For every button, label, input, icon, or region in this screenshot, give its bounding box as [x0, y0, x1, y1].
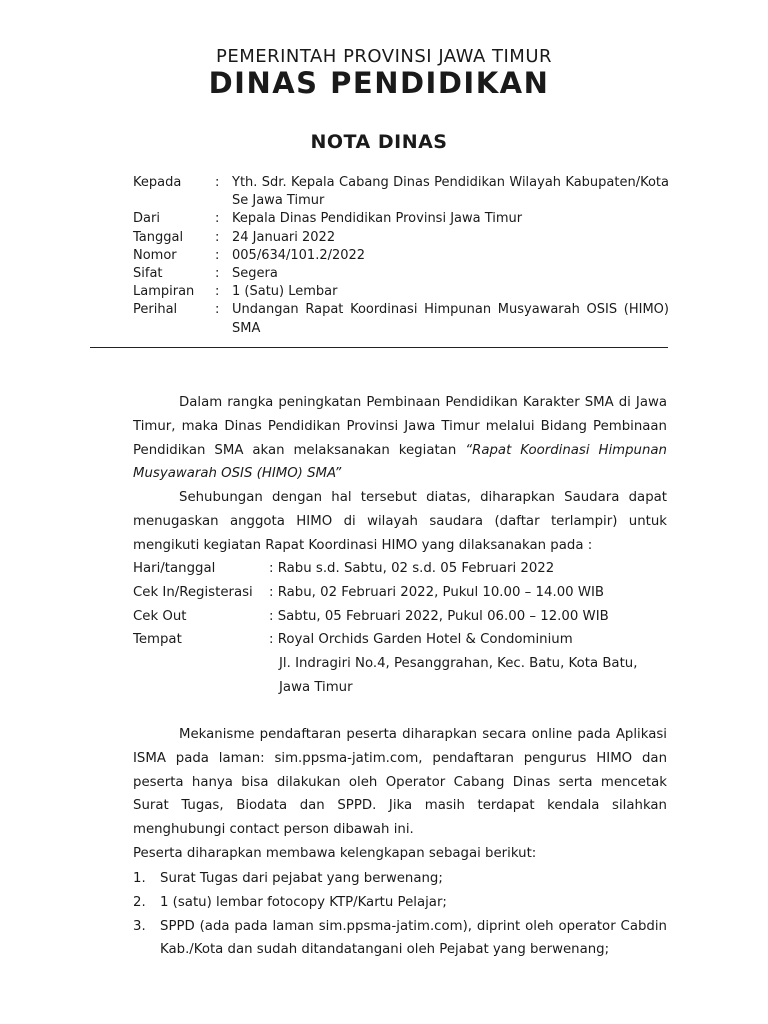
list-item-number: 3. [133, 918, 146, 934]
paragraph-intro [133, 391, 667, 486]
schedule-label: Cek Out [133, 608, 187, 624]
memo-row-sifat [133, 265, 669, 283]
list-item-number: 1. [133, 871, 146, 886]
header-agency: DINAS PENDIDIKAN [208, 66, 550, 100]
list-item-number: 2. [133, 894, 146, 910]
memo-colon: : [215, 229, 220, 245]
memo-label: Perihal [133, 302, 178, 318]
venue-address: Jl. Indragiri No.4, Pesanggrahan, Kec. Batu, Kota Batu, [279, 656, 638, 672]
paragraph-request: Sehubungan dengan hal tersebut diatas, diharapkan Saudara dapat menugaskan anggota HIMO di wilayah saudara (daftar terlampir) untuk mengikuti kegiatan Rapat Koordinasi HIMO yang dilaksanakan pada : [133, 490, 667, 553]
memo-colon: : [215, 211, 220, 227]
memo-label: Nomor [133, 247, 177, 263]
memo-label: Tanggal [133, 229, 184, 245]
memo-value-tanggal: 24 Januari 2022 [232, 229, 336, 245]
memo-row-kepada [133, 174, 669, 210]
memo-row-perihal [133, 301, 669, 337]
memo-label: Dari [133, 211, 160, 227]
list-item-text: SPPD (ada pada laman sim.ppsma-jatim.com), diprint oleh operator Cabdin Kab./Kota dan sudah ditandatangani oleh Pejabat yang berwenang; [160, 918, 667, 958]
list-item [133, 891, 667, 915]
list-item-text: 1 (satu) lembar fotocopy KTP/Kartu Pelajar; [160, 894, 447, 910]
paragraph-registration: Mekanisme pendaftaran peserta diharapkan secara online pada Aplikasi ISMA pada laman: sim.ppsma-jatim.com, pendaftaran pengurus HIMO dan peserta hanya bisa dilakukan oleh Operator Cabang Dinas serta mencetak Surat Tugas, Biodata dan SPPD. Jika masih terdapat kendala silahkan menghubungi contact person dibawah ini. [133, 727, 667, 838]
schedule-row-date [133, 557, 667, 581]
schedule-label: Hari/tanggal [133, 561, 216, 576]
schedule-row-venue [133, 628, 667, 652]
schedule-label: Cek In/Registerasi [133, 584, 253, 600]
body-registration [133, 723, 667, 866]
schedule-row-checkout [133, 605, 667, 629]
schedule-value: : Rabu, 02 Februari 2022, Pukul 10.00 – 14.00 WIB [269, 584, 605, 600]
memo-row-lampiran [133, 283, 669, 301]
memo-row-nomor [133, 247, 669, 265]
memo-value-kepada: Yth. Sdr. Kepala Cabang Dinas Pendidikan Wilayah Kabupaten/Kota Se Jawa Timur [232, 175, 669, 209]
paragraph-requirements: Peserta diharapkan membawa kelengkapan sebagai berikut: [133, 845, 537, 861]
memo-value-perihal: Undangan Rapat Koordinasi Himpunan Musyawarah OSIS (HIMO) SMA [232, 302, 669, 336]
schedule-value: : Sabtu, 05 Februari 2022, Pukul 06.00 – 12.00 WIB [269, 608, 609, 624]
memo-row-tanggal [133, 229, 669, 247]
memo-label: Lampiran [133, 284, 195, 300]
list-item [133, 915, 667, 963]
schedule-block [133, 557, 667, 700]
memo-row-dari [133, 210, 669, 228]
event-name: “Rapat Koordinasi Himpunan Musyawarah OSIS (HIMO) SMA” [133, 442, 667, 482]
memo-colon: : [215, 175, 220, 190]
memo-colon: : [215, 284, 220, 300]
memo-colon: : [215, 266, 220, 282]
memo-value-dari: Kepala Dinas Pendidikan Provinsi Jawa Timur [232, 211, 523, 227]
header-divider [90, 347, 668, 348]
list-item-text: Surat Tugas dari pejabat yang berwenang; [160, 871, 443, 886]
memo-label: Kepada [133, 175, 182, 190]
schedule-value: : Rabu s.d. Sabtu, 02 s.d. 05 Februari 2022 [269, 561, 555, 576]
paragraph-intro-text: Dalam rangka peningkatan Pembinaan Pendidikan Karakter SMA di Jawa Timur, maka Dinas Pendidikan Provinsi Jawa Timur melalui Bidang Pembinaan Pendidikan SMA akan melaksanakan kegiatan [133, 395, 667, 458]
header-government: PEMERINTAH PROVINSI JAWA TIMUR [215, 46, 553, 67]
venue-province: Jawa Timur [279, 679, 353, 695]
memo-value-lampiran: 1 (Satu) Lembar [232, 284, 338, 300]
memo-value-sifat: Segera [232, 266, 278, 282]
schedule-row-checkin [133, 581, 667, 605]
memo-label: Sifat [133, 266, 163, 282]
requirements-list [133, 867, 667, 962]
schedule-label: Tempat [133, 632, 182, 648]
memo-colon: : [215, 247, 220, 263]
body-intro [133, 391, 667, 558]
memo-colon: : [215, 302, 220, 318]
schedule-value: : Royal Orchids Garden Hotel & Condominium [269, 632, 573, 648]
memo-value-nomor: 005/634/101.2/2022 [232, 247, 366, 263]
list-item [133, 867, 667, 891]
document-title: NOTA DINAS [310, 131, 448, 153]
memo-block [133, 174, 669, 338]
